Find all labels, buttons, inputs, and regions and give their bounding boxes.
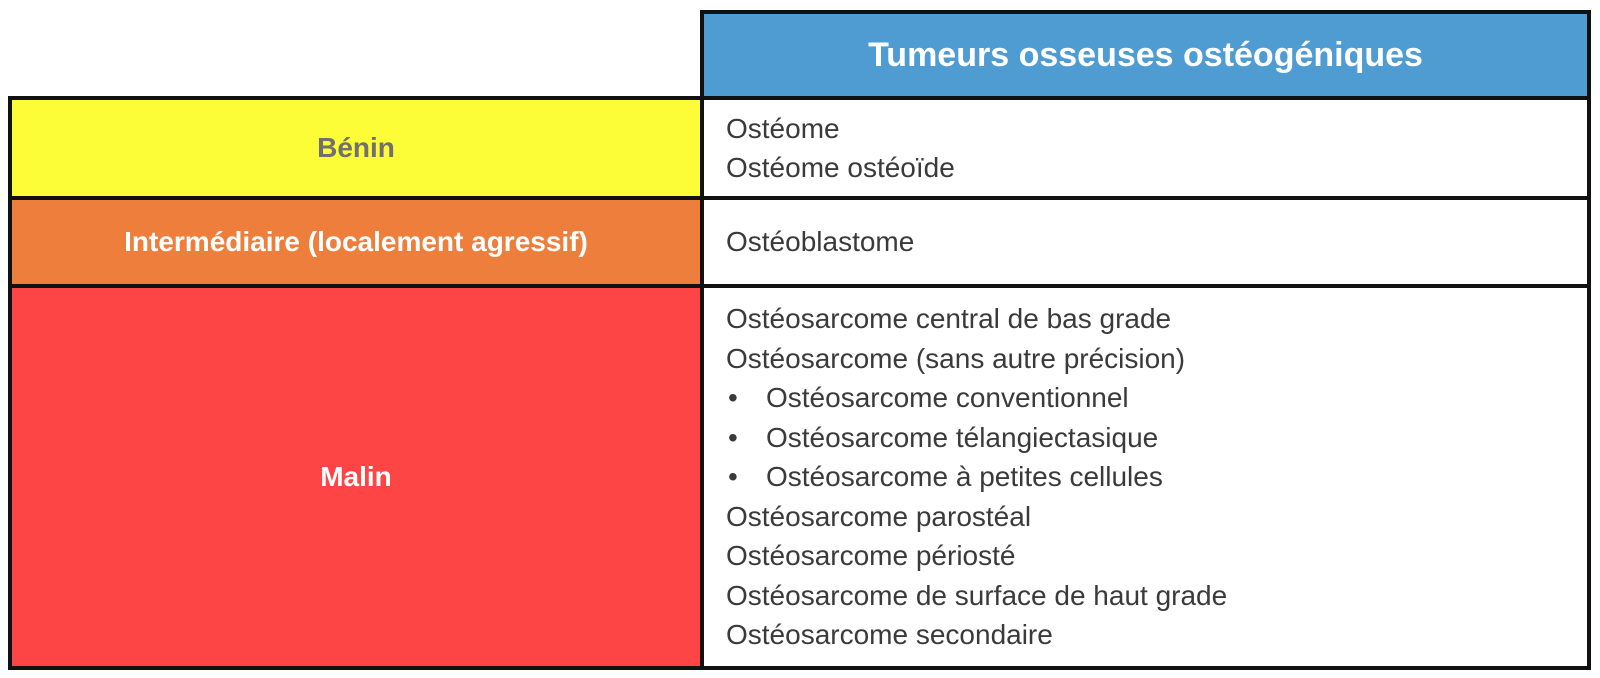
bullet-icon: • xyxy=(728,382,738,414)
list-item: Ostéoblastome xyxy=(726,226,915,258)
category-malin xyxy=(8,284,704,670)
category-label: Intermédiaire (localement agressif) xyxy=(124,226,588,257)
list-item: Ostéosarcome secondaire xyxy=(726,619,1053,651)
table-header xyxy=(700,10,1591,100)
category-label: Malin xyxy=(320,461,392,492)
items-malin xyxy=(700,284,1591,670)
table-title: Tumeurs osseuses ostéogéniques xyxy=(868,35,1423,74)
sub-list-item-label: Ostéosarcome à petites cellules xyxy=(766,461,1163,493)
items-intermediaire xyxy=(700,196,1591,288)
sub-list-item-label: Ostéosarcome télangiectasique xyxy=(766,421,1159,453)
list-item: Ostéosarcome parostéal xyxy=(726,500,1032,532)
category-label: Bénin xyxy=(317,132,395,163)
sub-list-item xyxy=(726,378,1587,418)
list-item: Ostéosarcome de surface de haut grade xyxy=(726,579,1228,611)
sub-list-item-label: Ostéosarcome conventionnel xyxy=(766,382,1129,414)
sub-list-item xyxy=(726,418,1587,458)
sub-list-item xyxy=(726,457,1587,497)
list-item: Ostéome xyxy=(726,112,840,144)
list-item: Ostéome ostéoïde xyxy=(726,152,955,183)
list-item: Ostéosarcome central de bas grade xyxy=(726,303,1172,335)
category-intermediaire xyxy=(8,196,704,288)
items-benin xyxy=(700,96,1591,200)
bullet-icon: • xyxy=(728,421,738,453)
bullet-icon: • xyxy=(728,461,738,493)
list-item: Ostéosarcome (sans autre précision) xyxy=(726,342,1186,374)
list-item: Ostéosarcome périosté xyxy=(726,540,1016,572)
category-benin xyxy=(8,96,704,200)
